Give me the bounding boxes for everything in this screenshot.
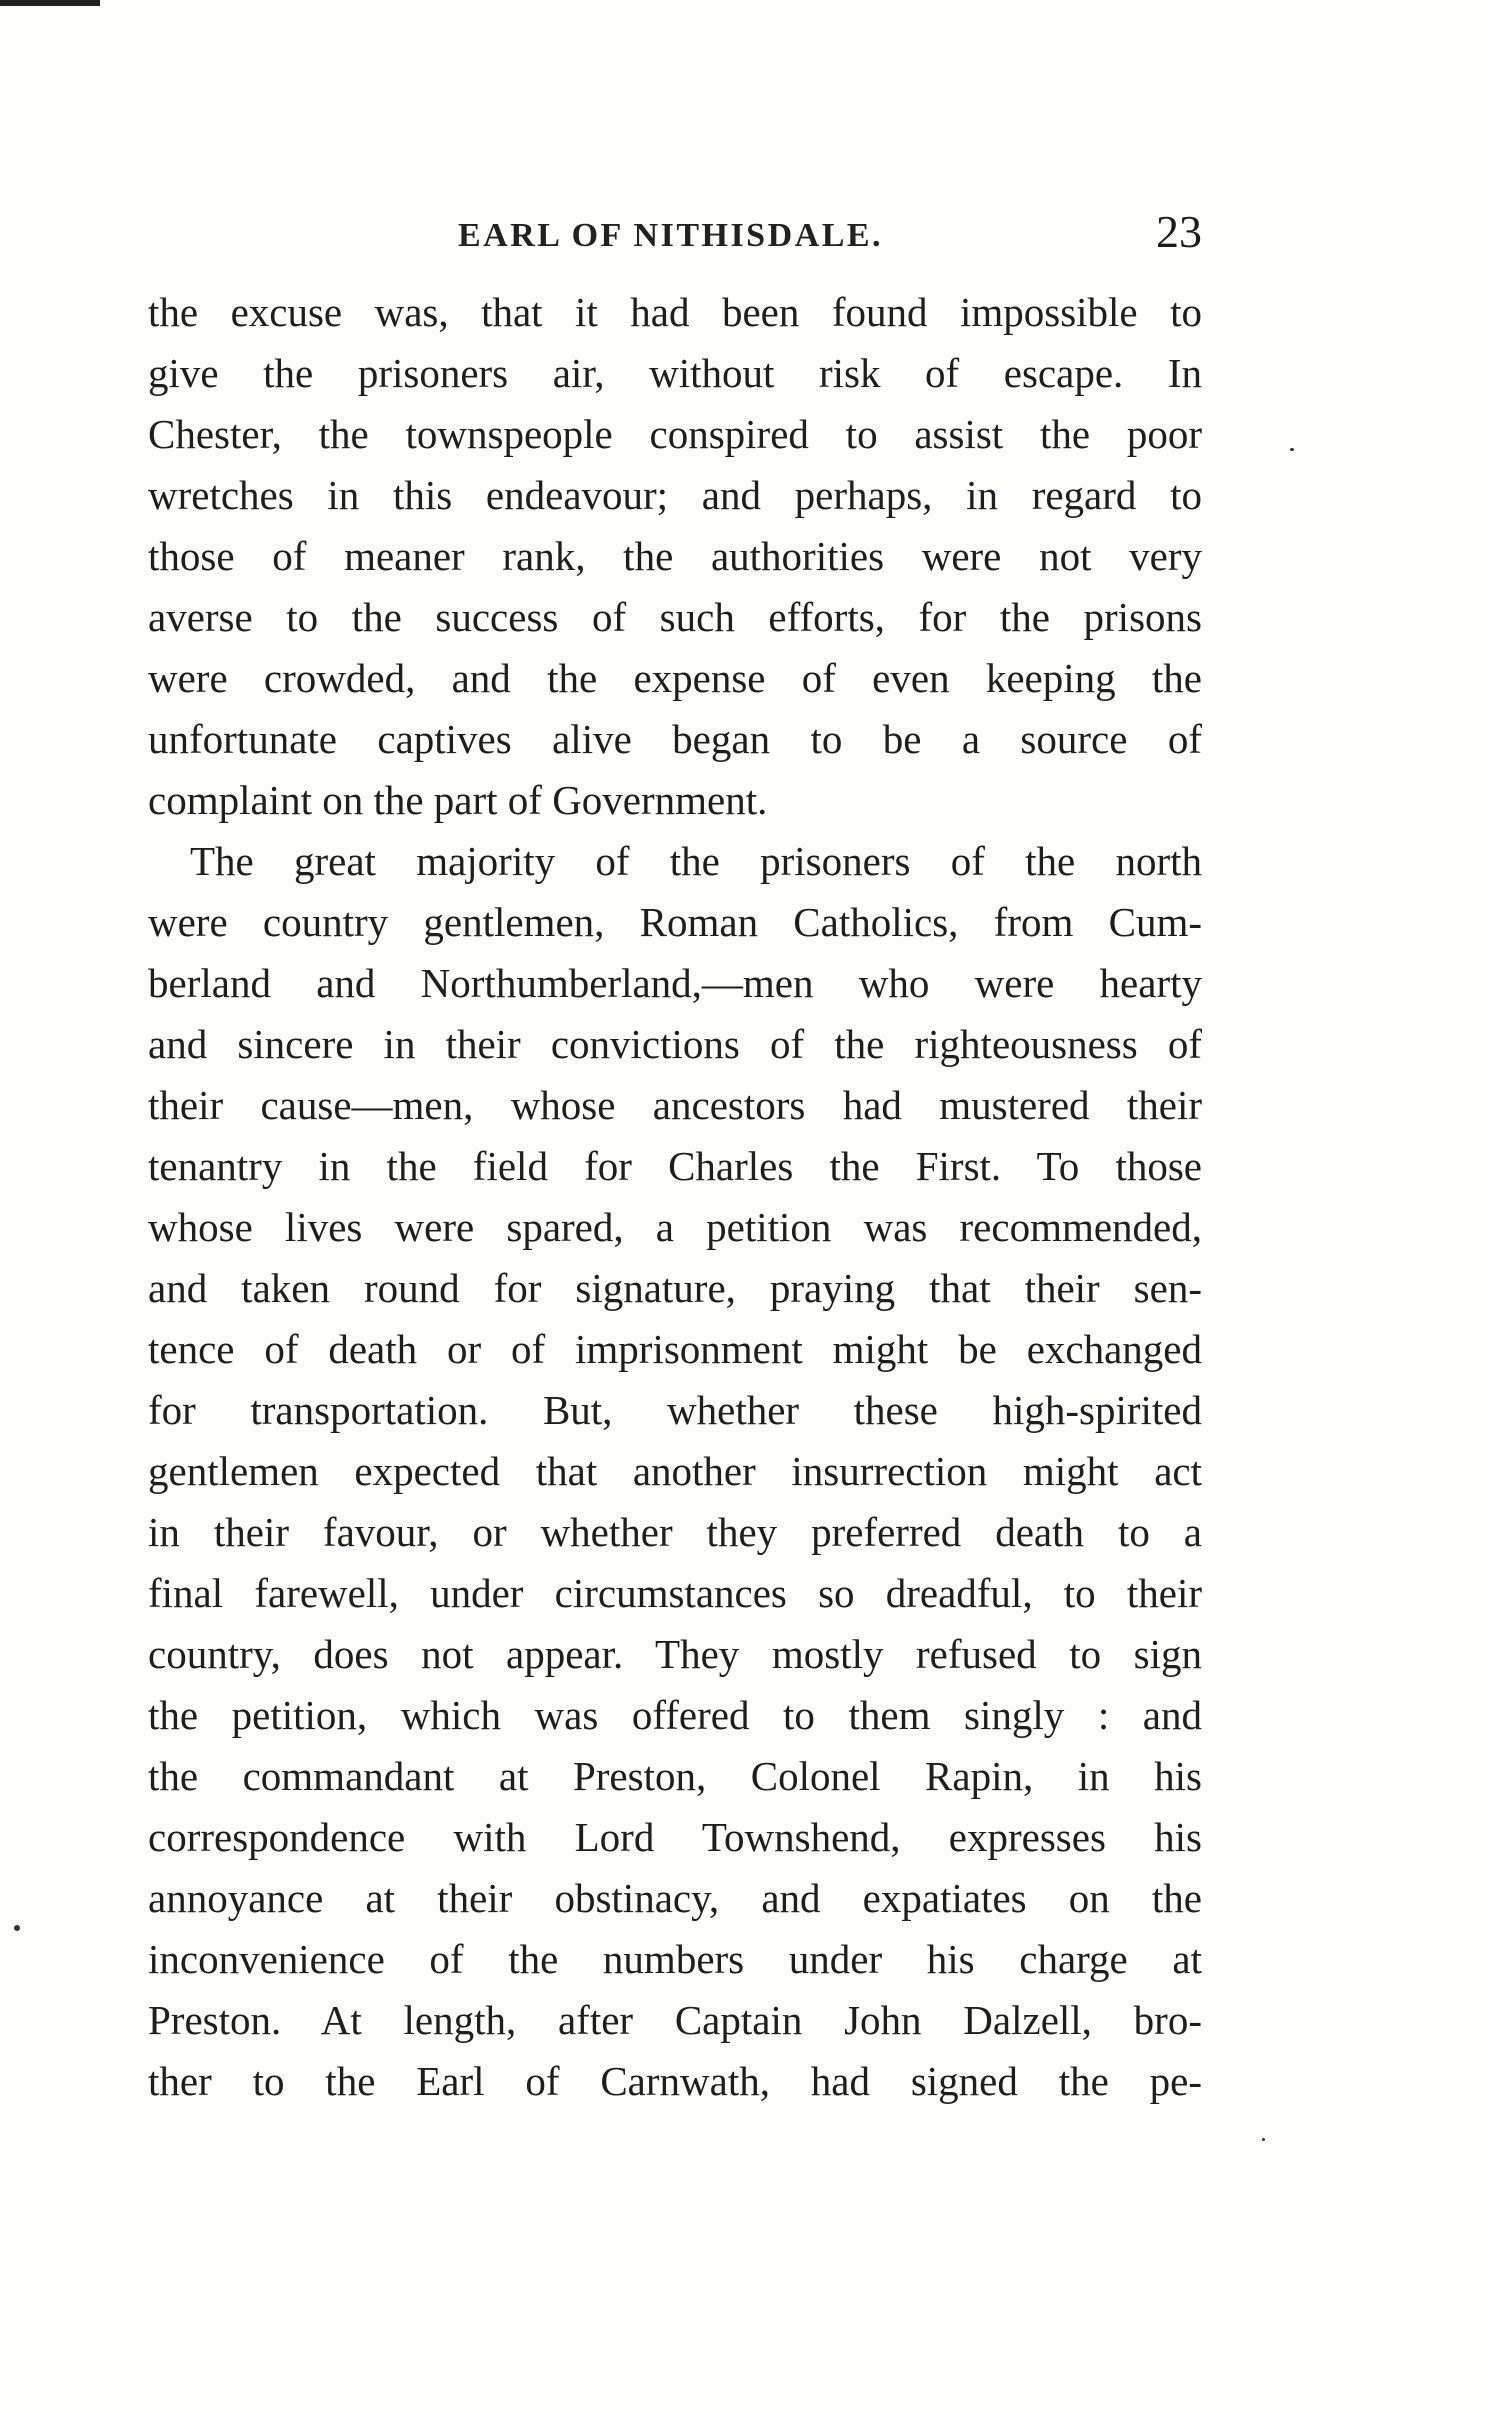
text-line: those of meaner rank, the authorities were not very — [148, 533, 1202, 579]
page-edge-mark — [0, 0, 100, 6]
text-line: tenantry in the field for Charles the First. To those — [148, 1143, 1202, 1189]
paragraph-end-line: complaint on the part of Government. — [148, 777, 768, 823]
text-line: averse to the success of such efforts, for the prisons — [148, 594, 1202, 640]
text-line: unfortunate captives alive began to be a source of — [148, 716, 1202, 762]
text-line: Chester, the townspeople conspired to assist the poor — [148, 411, 1202, 457]
paragraph-start-line: The great majority of the prisoners of the north — [190, 838, 1202, 884]
margin-speck — [1262, 2138, 1265, 2141]
text-line: tence of death or of imprisonment might be exchanged — [148, 1326, 1202, 1372]
text-line: wretches in this endeavour; and perhaps, in regard to — [148, 472, 1202, 518]
text-line: gentlemen expected that another insurrection might act — [148, 1448, 1202, 1494]
text-line: ther to the Earl of Carnwath, had signed the pe- — [148, 2058, 1202, 2104]
text-line: in their favour, or whether they preferred death to a — [148, 1509, 1202, 1555]
text-line: give the prisoners air, without risk of escape. In — [148, 350, 1202, 396]
text-line: Preston. At length, after Captain John Dalzell, bro- — [148, 1997, 1202, 2043]
margin-speck — [1290, 448, 1294, 451]
text-line: the excuse was, that it had been found impossible to — [148, 289, 1202, 335]
text-line: berland and Northumberland,—men who were hearty — [148, 960, 1202, 1006]
text-line: country, does not appear. They mostly refused to sign — [148, 1631, 1202, 1677]
page-header — [148, 205, 1202, 265]
margin-speck — [14, 1925, 20, 1931]
text-line: the petition, which was offered to them singly : and — [148, 1692, 1202, 1738]
text-line: were country gentlemen, Roman Catholics, from Cum- — [148, 899, 1202, 945]
running-title: EARL OF NITHISDALE. — [458, 217, 884, 254]
text-line: were crowded, and the expense of even keeping the — [148, 655, 1202, 701]
text-line: and sincere in their convictions of the righteousness of — [148, 1021, 1202, 1067]
text-line: final farewell, under circumstances so dreadful, to their — [148, 1570, 1202, 1616]
text-line: their cause—men, whose ancestors had mustered their — [148, 1082, 1202, 1128]
page-number: 23 — [1156, 206, 1202, 257]
text-line: for transportation. But, whether these high-spirited — [148, 1387, 1202, 1433]
text-line: annoyance at their obstinacy, and expatiates on the — [148, 1875, 1202, 1921]
text-line: inconvenience of the numbers under his charge at — [148, 1936, 1202, 1982]
text-line: correspondence with Lord Townshend, expresses his — [148, 1814, 1202, 1860]
body-text — [148, 282, 1202, 2112]
text-line: whose lives were spared, a petition was recommended, — [148, 1204, 1202, 1250]
text-line: the commandant at Preston, Colonel Rapin, in his — [148, 1753, 1202, 1799]
text-line: and taken round for signature, praying that their sen- — [148, 1265, 1202, 1311]
